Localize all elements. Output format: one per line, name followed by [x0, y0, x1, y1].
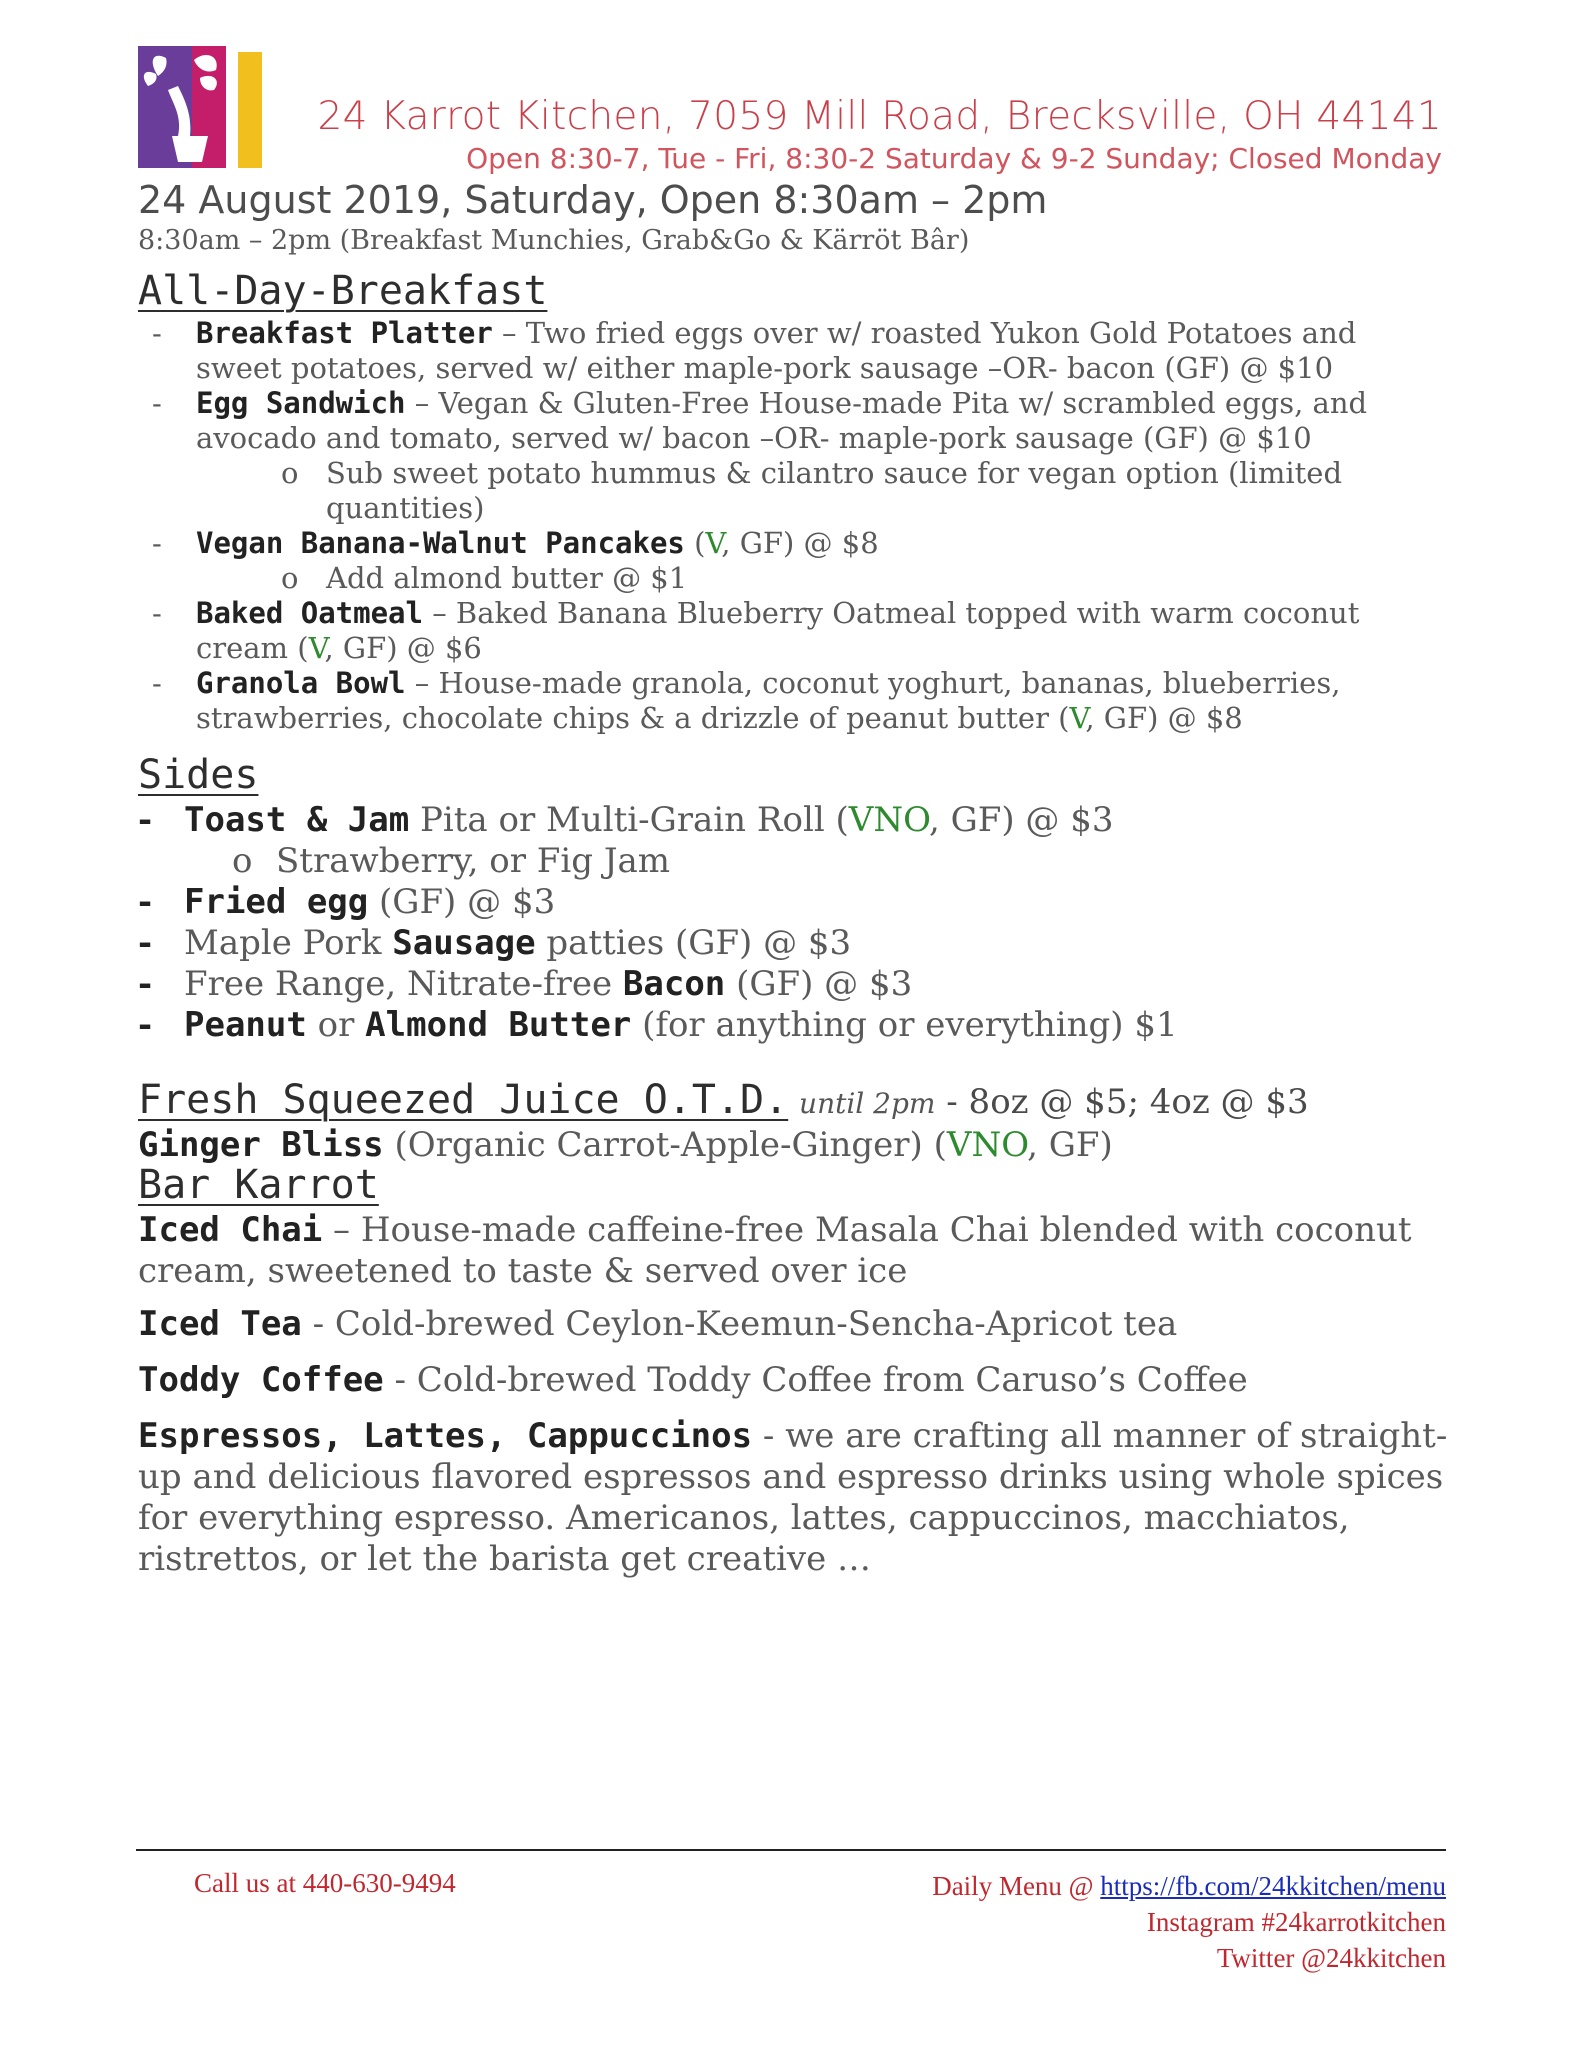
bar-item-espresso	[138, 1416, 1448, 1580]
item-name: Almond Butter	[365, 1005, 632, 1045]
item-name: Toddy Coffee	[138, 1360, 384, 1400]
bar-section-title: Bar Karrot	[138, 1162, 379, 1208]
item-price: , GF) @ $3	[928, 800, 1114, 840]
sub-item	[138, 561, 1448, 596]
item-name: Espressos, Lattes, Cappuccinos	[138, 1416, 753, 1456]
item-desc: Pita or Multi-Grain Roll (	[409, 800, 849, 840]
item-price: , GF) @ $6	[324, 631, 482, 665]
item-name: Iced Chai	[138, 1210, 323, 1250]
menu-prefix: Daily Menu @	[932, 1871, 1101, 1901]
item-desc: – House-made granola, coconut yoghurt, bananas, blueberries, strawberries, chocolate chips & a drizzle of peanut butter (	[196, 666, 1341, 735]
opening-hours: Open 8:30-7, Tue - Fri, 8:30-2 Saturday & 9-2 Sunday; Closed Monday	[466, 142, 1442, 175]
item-name: Egg Sandwich	[196, 386, 406, 420]
bar-item-toddy	[138, 1360, 1448, 1401]
item-price: , GF)	[1027, 1125, 1113, 1165]
item-price: , GF) @ $8	[721, 526, 879, 560]
vegan-tag: VNO	[946, 1125, 1028, 1165]
menu-date: 24 August 2019, Saturday, Open 8:30am – 2pm	[138, 178, 1048, 222]
vegan-tag: V	[1069, 701, 1086, 735]
list-dash: -	[138, 1005, 153, 1045]
bar-item-tea	[138, 1304, 1448, 1345]
restaurant-name-address: 24 Karrot Kitchen, 7059 Mill Road, Brecksville, OH 44141	[317, 94, 1442, 139]
sub-item-text: Strawberry, or Fig Jam	[276, 841, 670, 881]
list-dash: -	[138, 800, 153, 840]
list-item	[138, 596, 1448, 666]
sub-item	[138, 841, 1448, 882]
sub-item-text: Sub sweet potato hummus & cilantro sauce for vegan option (limited quantities)	[326, 456, 1343, 525]
vegan-tag: V	[705, 526, 722, 560]
list-dash: -	[152, 526, 162, 560]
list-dash: -	[138, 923, 153, 963]
list-item	[138, 526, 1448, 561]
list-bullet: o	[281, 561, 299, 595]
item-price: , GF) @ $8	[1085, 701, 1243, 735]
sides-section-title: Sides	[138, 752, 259, 798]
item-desc: (Organic Carrot-Apple-Ginger) (	[383, 1125, 947, 1165]
list-dash: -	[152, 666, 162, 700]
item-desc: (GF) @ $3	[368, 882, 556, 922]
footer-divider	[136, 1849, 1446, 1851]
juice-section-title	[138, 1077, 1309, 1123]
item-name: Ginger Bliss	[138, 1125, 384, 1165]
item-desc: - Cold-brewed Ceylon-Keemun-Sencha-Apricot tea	[301, 1304, 1178, 1344]
service-hours: 8:30am – 2pm (Breakfast Munchies, Grab&Go & Kärröt Bâr)	[138, 225, 970, 256]
item-name: Breakfast Platter	[196, 316, 493, 350]
item-prefix: Free Range, Nitrate-free	[184, 964, 623, 1004]
vegan-tag: VNO	[848, 800, 929, 840]
item-name: Bacon	[622, 964, 726, 1004]
item-name: Peanut	[184, 1005, 307, 1045]
list-dash: -	[138, 882, 153, 922]
juice-price: - 8oz @ $5; 4oz @ $3	[935, 1082, 1309, 1122]
list-dash: -	[152, 316, 162, 350]
breakfast-section-title: All-Day-Breakfast	[138, 268, 548, 314]
item-name: Fried egg	[184, 882, 369, 922]
list-item	[138, 923, 1448, 964]
juice-until: until 2pm	[799, 1087, 936, 1120]
sub-item	[138, 456, 1448, 526]
item-name: Granola Bowl	[196, 666, 406, 700]
list-item	[138, 964, 1448, 1005]
item-desc: – Baked Banana Blueberry Oatmeal topped with warm coconut cream (	[196, 596, 1360, 665]
item-desc: - we are crafting all manner of straight-up and delicious flavored espressos and espresso drinks using whole spices for everything espresso. Americanos, lattes, cappuccinos, macchiatos, ristrettos, or let the barista get creative …	[138, 1416, 1448, 1579]
karrot-kitchen-logo	[138, 46, 264, 168]
item-desc: – Two fried eggs over w/ roasted Yukon Gold Potatoes and sweet potatoes, served w/ either maple-pork sausage –OR- bacon (GF) @ $10	[196, 316, 1357, 385]
list-item	[138, 386, 1448, 456]
juice-item	[138, 1125, 1113, 1165]
item-name: Sausage	[392, 923, 536, 963]
footer-instagram: Instagram #24karrotkitchen	[1146, 1907, 1446, 1937]
item-desc: - Cold-brewed Toddy Coffee from Caruso’s Coffee	[383, 1360, 1248, 1400]
item-desc: (for anything or everything) $1	[631, 1005, 1178, 1045]
item-desc: – Vegan & Gluten-Free House-made Pita w/ scrambled eggs, and avocado and tomato, served w/ bacon –OR- maple-pork sausage (GF) @ $10	[196, 386, 1368, 455]
footer-phone: Call us at 440-630-9494	[194, 1868, 456, 1898]
item-name: Baked Oatmeal	[196, 596, 423, 630]
item-prefix: Maple Pork	[184, 923, 393, 963]
item-desc: patties (GF) @ $3	[535, 923, 852, 963]
sides-list	[138, 800, 1448, 1046]
sub-item-text: Add almond butter @ $1	[326, 561, 688, 595]
footer-links	[700, 1868, 1446, 1976]
item-desc: (	[684, 526, 706, 560]
item-desc: (GF) @ $3	[725, 964, 913, 1004]
item-conjunction: or	[306, 1005, 366, 1045]
bar-item-chai	[138, 1210, 1448, 1292]
menu-link[interactable]: https://fb.com/24kkitchen/menu	[1100, 1871, 1446, 1901]
list-item	[138, 316, 1448, 386]
item-name: Vegan Banana-Walnut Pancakes	[196, 526, 685, 560]
footer-menu-line	[700, 1868, 1446, 1904]
list-dash: -	[152, 596, 162, 630]
vegan-tag: V	[308, 631, 325, 665]
list-item	[138, 666, 1448, 736]
item-name: Iced Tea	[138, 1304, 302, 1344]
list-dash: -	[138, 964, 153, 1004]
list-bullet: o	[232, 841, 253, 881]
breakfast-list	[138, 316, 1448, 736]
list-dash: -	[152, 386, 162, 420]
list-item	[138, 882, 1448, 923]
item-name: Toast & Jam	[184, 800, 410, 840]
list-item	[138, 800, 1448, 841]
list-item	[138, 1005, 1448, 1046]
juice-title: Fresh Squeezed Juice O.T.D.	[138, 1077, 789, 1123]
footer-twitter: Twitter @24kkitchen	[1216, 1943, 1446, 1973]
list-bullet: o	[281, 456, 299, 490]
item-desc: – House-made caffeine-free Masala Chai blended with coconut cream, sweetened to taste & served over ice	[138, 1210, 1412, 1291]
